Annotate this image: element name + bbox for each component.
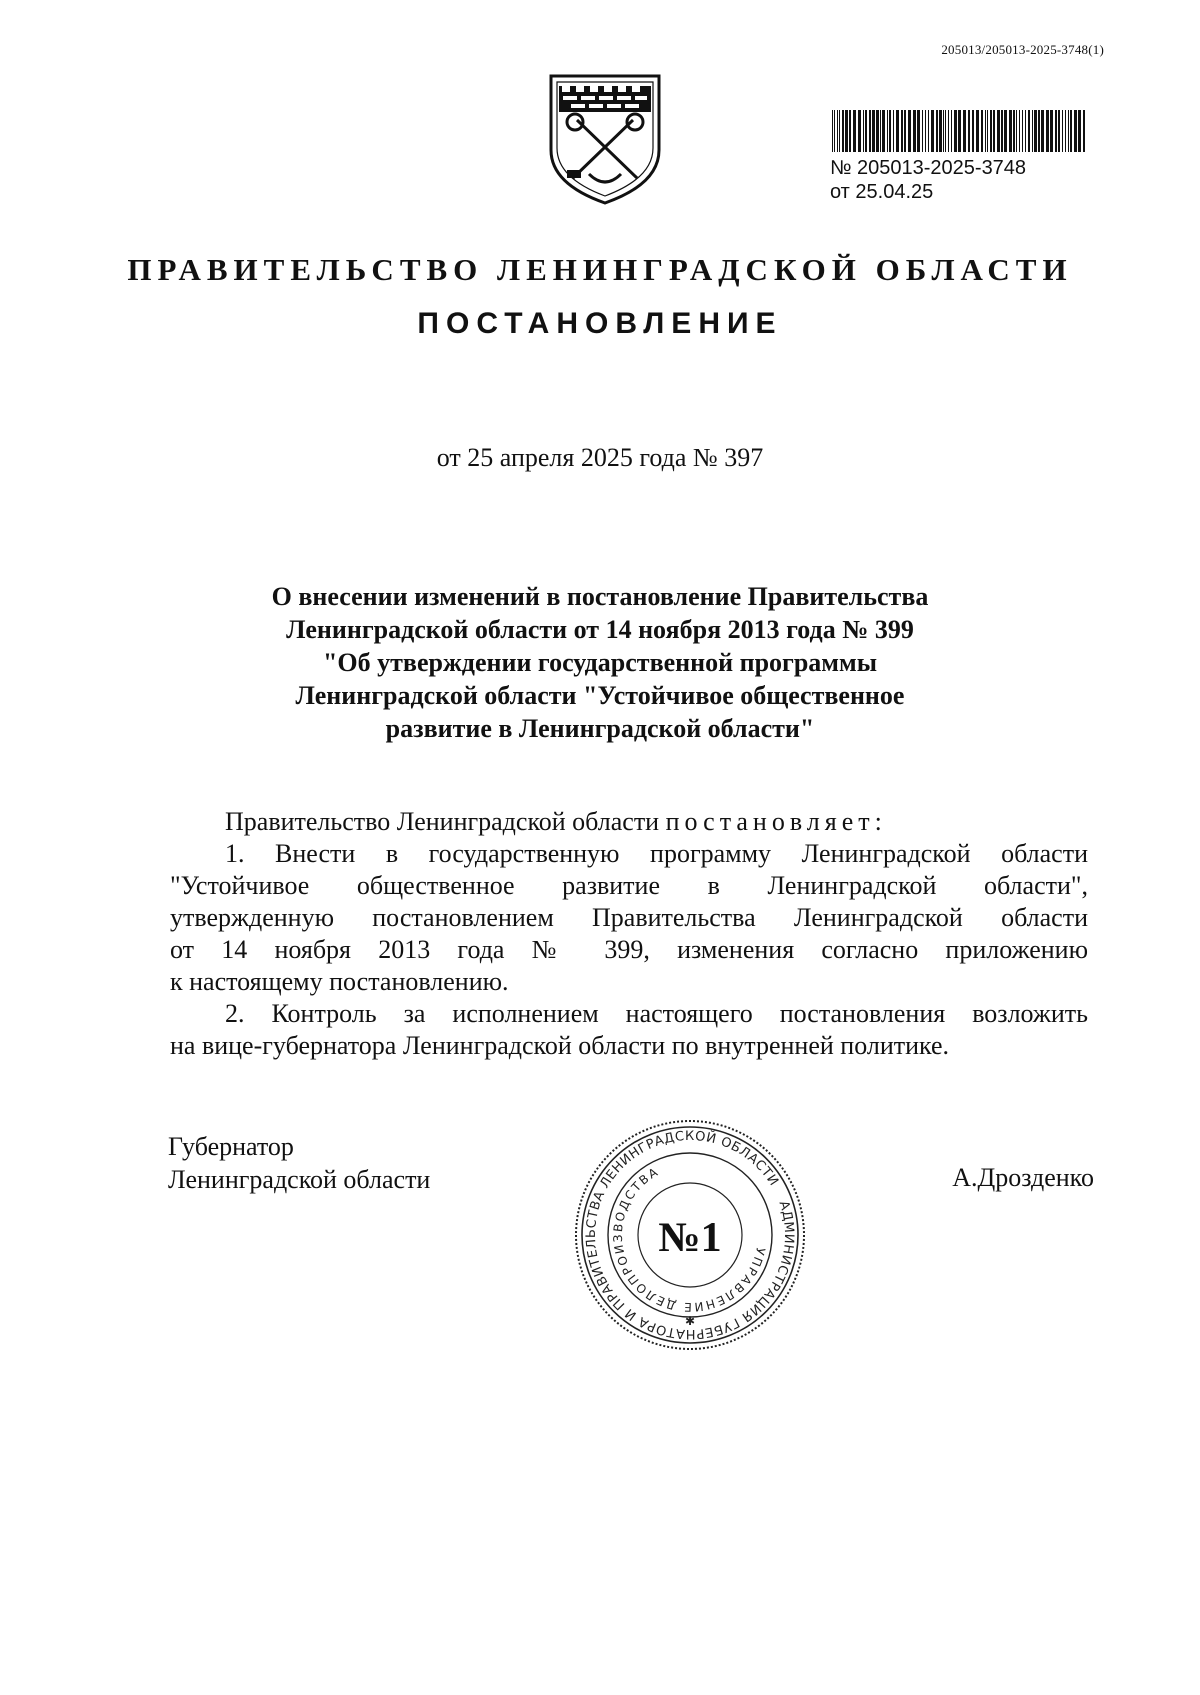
barcode-bar bbox=[1055, 110, 1057, 152]
barcode-bar bbox=[834, 110, 835, 152]
barcode-bar bbox=[1004, 110, 1007, 152]
signatory-name: А.Дрозденко bbox=[952, 1163, 1094, 1192]
barcode-bar bbox=[1070, 110, 1072, 152]
barcode-bar bbox=[880, 110, 881, 152]
barcode-bar bbox=[913, 110, 916, 152]
barcode-bar bbox=[889, 110, 891, 152]
barcode-bar bbox=[842, 110, 844, 152]
barcode-bar bbox=[1032, 110, 1033, 152]
barcode-bar bbox=[939, 110, 942, 152]
signatory-region: Ленинградской области bbox=[168, 1165, 431, 1194]
barcode-icon bbox=[830, 110, 1090, 152]
barcode-bar bbox=[1009, 110, 1012, 152]
barcode-bar bbox=[1068, 110, 1069, 152]
barcode-bar bbox=[922, 110, 923, 152]
barcode-bar bbox=[904, 110, 906, 152]
barcode-bar bbox=[1034, 110, 1037, 152]
barcode-bar bbox=[901, 110, 903, 152]
subject-line: О внесении изменений в постановление Правительства bbox=[271, 582, 929, 611]
barcode-bar bbox=[1058, 110, 1060, 152]
paragraph-1-line: "Устойчивое общественное развитие в Ленинградской области", bbox=[170, 871, 1088, 900]
barcode-bar bbox=[1050, 110, 1053, 152]
seal-outer-text: АДМИНИСТРАЦИЯ ГУБЕРНАТОРА И ПРАВИТЕЛЬСТВА ЛЕНИНГРАДСКОЙ ОБЛАСТИ bbox=[583, 1128, 797, 1342]
barcode-bar bbox=[997, 110, 1000, 152]
paragraph-1-line: от 14 ноября 2013 года № 399, изменения согласно приложению bbox=[170, 935, 1088, 964]
paragraph-2-line: на вице-губернатора Ленинградской области по внутренней политике. bbox=[170, 1031, 950, 1060]
barcode-bar bbox=[917, 110, 920, 152]
barcode-bar bbox=[943, 110, 944, 152]
signatory-title: Губернатор bbox=[168, 1132, 294, 1161]
barcode-bar bbox=[1016, 110, 1017, 152]
barcode-bar bbox=[958, 110, 961, 152]
paragraph-1-line: 1. Внести в государственную программу Ленинградской области bbox=[225, 839, 1088, 868]
seal-inner-text: УПРАВЛЕНИЕ ДЕЛОПРОИЗВОДСТВА bbox=[610, 1164, 768, 1315]
coat-of-arms-icon bbox=[545, 72, 665, 207]
document-date: от 25 апреля 2025 года № 397 bbox=[436, 443, 764, 472]
barcode-bar bbox=[865, 110, 867, 152]
barcode-bar bbox=[993, 110, 995, 152]
barcode-bar bbox=[931, 110, 934, 152]
barcode-bar bbox=[1025, 110, 1026, 152]
barcode-bar bbox=[981, 110, 983, 152]
subject-line: развитие в Ленинградской области" bbox=[385, 714, 815, 743]
barcode-bar bbox=[954, 110, 957, 152]
barcode-bar bbox=[887, 110, 888, 152]
barcode-bar bbox=[945, 110, 946, 152]
barcode-bar bbox=[839, 110, 840, 152]
seal-star-icon: ✱ bbox=[684, 1314, 696, 1328]
document-type: ПОСТАНОВЛЕНИЕ bbox=[417, 307, 783, 340]
registration-number: № 205013-2025-3748 bbox=[830, 157, 1027, 179]
barcode-bar bbox=[990, 110, 992, 152]
seal-center: №1 bbox=[658, 1215, 722, 1261]
barcode-bar bbox=[1078, 110, 1081, 152]
document-subject bbox=[200, 580, 1000, 745]
barcode-bar bbox=[882, 110, 885, 152]
registration-date: от 25.04.25 bbox=[830, 181, 934, 203]
subject-line: Ленинградской области от 14 ноября 2013 года № 399 bbox=[286, 615, 914, 644]
barcode-bar bbox=[972, 110, 974, 152]
barcode-bar bbox=[936, 110, 938, 152]
barcode-bar bbox=[1022, 110, 1023, 152]
barcode-bar bbox=[948, 110, 949, 152]
barcode-bar bbox=[908, 110, 911, 152]
paragraph-1-line: утвержденную постановлением Правительства Ленинградской области bbox=[170, 903, 1088, 932]
barcode-bar bbox=[1046, 110, 1049, 152]
paragraph-1-line: к настоящему постановлению. bbox=[170, 967, 509, 996]
barcode-bar bbox=[832, 110, 833, 152]
barcode-bar bbox=[849, 110, 851, 152]
barcode-bar bbox=[896, 110, 899, 152]
barcode-bar bbox=[837, 110, 838, 152]
reference-code: 205013/205013-2025-3748(1) bbox=[941, 42, 1104, 57]
signatory-position bbox=[168, 1130, 430, 1196]
barcode-bar bbox=[893, 110, 894, 152]
barcode-bar bbox=[1041, 110, 1044, 152]
document-body bbox=[170, 806, 1088, 1062]
barcode-bar bbox=[876, 110, 879, 152]
barcode-bar bbox=[845, 110, 848, 152]
barcode-bar bbox=[1083, 110, 1085, 152]
preamble bbox=[170, 806, 1088, 838]
barcode-bar bbox=[863, 110, 864, 152]
barcode-bar bbox=[1062, 110, 1063, 152]
preamble-text: Правительство Ленинградской области bbox=[225, 807, 660, 836]
barcode-bar bbox=[1065, 110, 1066, 152]
subject-line: Ленинградской области "Устойчивое общественное bbox=[295, 681, 905, 710]
barcode-bar bbox=[1013, 110, 1015, 152]
official-seal-stamp bbox=[570, 1115, 810, 1355]
barcode-bar bbox=[1074, 110, 1077, 152]
barcode-bar bbox=[1028, 110, 1030, 152]
government-title: ПРАВИТЕЛЬСТВО ЛЕНИНГРАДСКОЙ ОБЛАСТИ bbox=[127, 252, 1073, 287]
barcode-bar bbox=[985, 110, 986, 152]
barcode-bar bbox=[987, 110, 988, 152]
barcode-bar bbox=[925, 110, 926, 152]
barcode-block bbox=[830, 110, 1090, 204]
barcode-bar bbox=[968, 110, 970, 152]
barcode-bar bbox=[853, 110, 856, 152]
barcode-bar bbox=[872, 110, 875, 152]
barcode-bar bbox=[976, 110, 979, 152]
subject-line: "Об утверждении государственной программы bbox=[322, 648, 878, 677]
barcode-bar bbox=[869, 110, 871, 152]
barcode-bar bbox=[928, 110, 929, 152]
barcode-bar bbox=[1038, 110, 1040, 152]
barcode-bar bbox=[1019, 110, 1020, 152]
barcode-bar bbox=[963, 110, 966, 152]
barcode-bar bbox=[858, 110, 861, 152]
barcode-bar bbox=[951, 110, 952, 152]
barcode-bar bbox=[1001, 110, 1003, 152]
preamble-verb: постановляет: bbox=[665, 807, 887, 836]
paragraph-2-line: 2. Контроль за исполнением настоящего постановления возложить bbox=[225, 999, 1088, 1028]
